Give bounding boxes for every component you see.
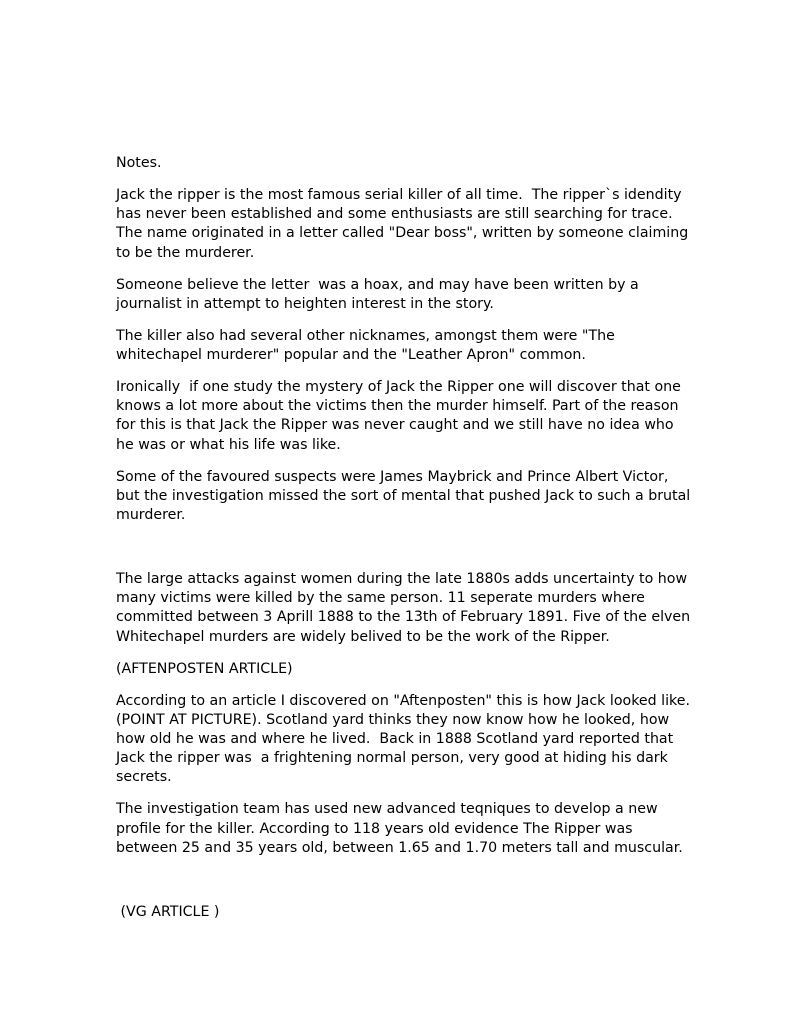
paragraph-ripper-intro: Jack the ripper is the most famous serial killer of all time. The ripper`s idendity has never been established and some enthusiasts are still searching for trace. The name originated in a letter called "Dear boss", written by someone claiming to be the murderer.: [116, 187, 693, 261]
aftenposten-label: (AFTENPOSTEN ARTICLE): [116, 660, 293, 677]
paragraph-investigation: The investigation team has used new advanced teqniques to develop a new profile for the killer. According to 118 years old evidence The Ripper was between 25 and 35 years old, between 1.65 and 1.70 meters tall and muscular.: [116, 801, 683, 856]
document-page: [116, 154, 695, 935]
paragraph-suspects: Some of the favoured suspects were James Maybrick and Prince Albert Victor, but the investigation missed the sort of mental that pushed Jack to such a brutal murderer.: [116, 468, 695, 524]
paragraph-hoax-letter: Someone believe the letter was a hoax, and may have been written by a journalist in attempt to heighten interest in the story.: [116, 276, 644, 312]
blank-line: [116, 871, 691, 890]
paragraph-mystery: Ironically if one study the mystery of Jack the Ripper one will discover that one knows a lot more about the victims then the murder himself. Part of the reason for this is that Jack the Ripper was never caught and we still have no idea who he was or what his life was like.: [116, 379, 686, 453]
paragraph-victims: The large attacks against women during the late 1880s adds uncertainty to how many victims were killed by the same person. 11 seperate murders where committed between 3 Aprill 1888 to the 13th of February 1891. Five of the elven Whitechapel murders are widely belived to be the work of the Ripper.: [116, 571, 695, 645]
paragraph-nicknames: The killer also had several other nicknames, amongst them were "The whitechapel murderer" popular and the "Leather Apron" common.: [116, 327, 620, 364]
vg-article-label: (VG ARTICLE ): [116, 903, 220, 920]
paragraph-aftenposten: According to an article I discovered on "Aftenposten" this is how Jack looked like. (POINT AT PICTURE). Scotland yard thinks they now know how he looked, how how old he was and where he lived. Back in 1888 Scotland yard reported that Jack the ripper was a frightening normal person, very good at hiding his dark secrets.: [116, 692, 695, 786]
blank-line: [116, 538, 691, 557]
notes-heading: Notes.: [116, 155, 162, 171]
